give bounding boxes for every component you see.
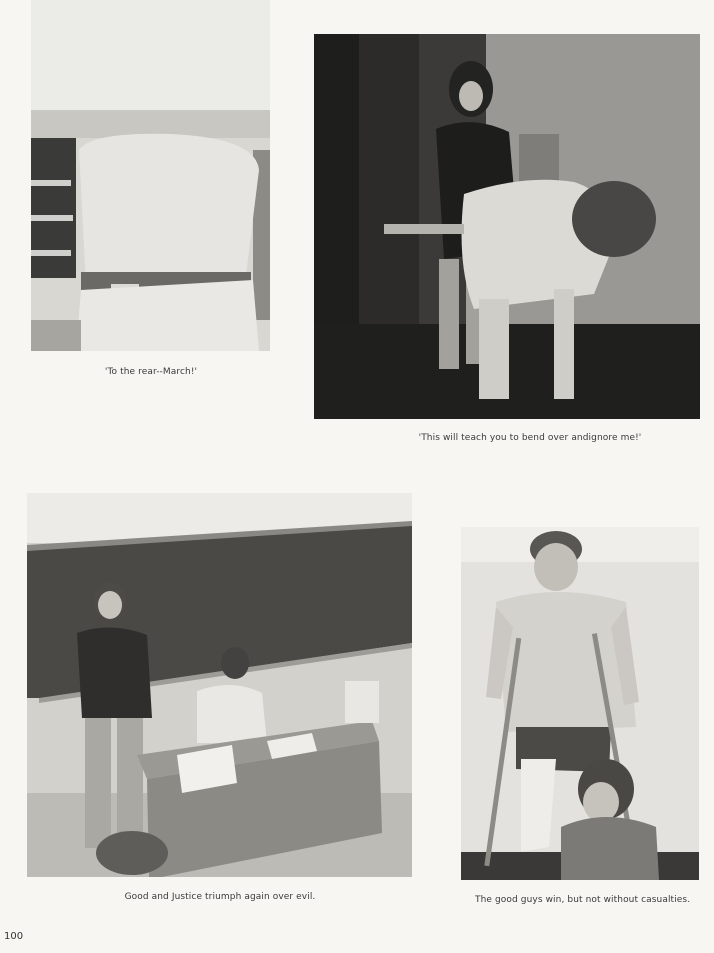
caption-photo-4: The good guys win, but not without casualties. [475,895,691,905]
caption-photo-2: 'This will teach you to bend over andignore me!' [418,433,642,443]
caption-photo-3: Good and Justice triumph again over evil. [124,892,316,902]
photo-classroom-desk [27,493,412,877]
caption-photo-1: 'To the rear--March!' [104,367,198,377]
photo-boy-on-crutches [461,527,699,880]
page-number: 100 [4,931,24,942]
photo-girls-at-locker [314,34,700,419]
photo-student-back-view [31,0,270,351]
